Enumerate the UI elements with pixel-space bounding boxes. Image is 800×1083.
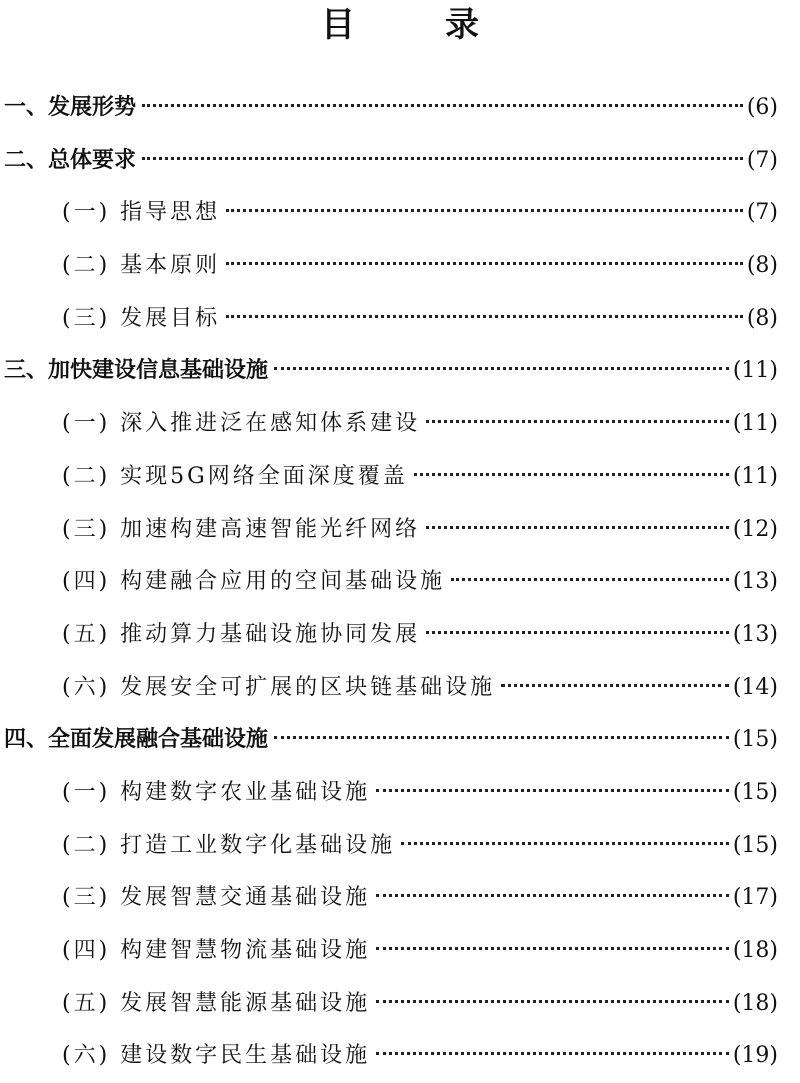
toc-page-number: (14) [732, 674, 778, 700]
toc-subsection-3-5[interactable] [0, 609, 800, 662]
toc-page-number: (11) [732, 358, 778, 384]
dot-leader [142, 104, 743, 107]
toc-entry-label: (六) 建设数字民生基础设施 [62, 1043, 371, 1069]
toc-page-number: (19) [732, 1043, 778, 1069]
toc-entry-label: (五) 推动算力基础设施协同发展 [62, 621, 421, 647]
toc-entry-label: (一) 指导思想 [62, 200, 221, 226]
toc-entry-label: (五) 发展智慧能源基础设施 [62, 990, 371, 1016]
dot-leader [376, 1000, 729, 1003]
toc-subsection-3-6[interactable] [0, 662, 800, 715]
toc-section-4[interactable] [0, 714, 800, 767]
dot-leader [426, 526, 729, 529]
toc-page-number: (18) [732, 938, 778, 963]
dot-leader [226, 262, 743, 265]
toc-entry-label: (六) 发展安全可扩展的区块链基础设施 [62, 674, 496, 700]
toc-entry-label: (一) 深入推进泛在感知体系建设 [62, 411, 421, 437]
dot-leader [501, 684, 729, 687]
dot-leader [426, 420, 729, 423]
page-title: 目 录 [321, 5, 507, 45]
toc-page-number: (15) [732, 727, 778, 753]
toc-subsection-4-1[interactable] [0, 767, 800, 820]
toc-page-number: (7) [746, 147, 778, 173]
toc-subsection-4-6[interactable] [0, 1030, 800, 1083]
toc-page-number: (13) [732, 569, 778, 595]
toc-page-number: (11) [732, 411, 778, 437]
toc-entry-label: 一、发展形势 [4, 95, 137, 120]
toc-subsection-3-3[interactable] [0, 504, 800, 557]
dot-leader [376, 789, 729, 792]
toc-entry-label: (四) 构建智慧物流基础设施 [62, 938, 371, 963]
toc-page-number: (6) [746, 95, 778, 120]
toc-entry-label: 三、加快建设信息基础设施 [4, 358, 269, 384]
toc-page-number: (11) [732, 463, 778, 489]
dot-leader [226, 209, 743, 212]
toc-subsection-3-2[interactable] [0, 451, 800, 504]
toc-page-number: (13) [732, 621, 778, 647]
toc-subsection-2-2[interactable] [0, 240, 800, 293]
toc-entry-label: (三) 发展目标 [62, 305, 221, 331]
dot-leader [274, 736, 729, 739]
toc-page-number: (15) [732, 832, 778, 858]
toc-page-number: (18) [732, 990, 778, 1016]
dot-leader [274, 367, 729, 370]
dot-leader [401, 842, 729, 845]
toc-page-number: (12) [732, 516, 778, 542]
toc-page-number: (7) [746, 200, 778, 226]
toc-subsection-3-1[interactable] [0, 398, 800, 451]
toc-section-1[interactable] [0, 82, 800, 135]
toc-subsection-2-1[interactable] [0, 187, 800, 240]
toc-entry-label: (一) 构建数字农业基础设施 [62, 779, 371, 805]
toc-entry-label: (三) 发展智慧交通基础设施 [62, 885, 371, 911]
toc-section-3[interactable] [0, 345, 800, 398]
toc-entry-label: (三) 加速构建高速智能光纤网络 [62, 516, 421, 542]
dot-leader [226, 315, 743, 318]
toc-subsection-4-3[interactable] [0, 872, 800, 925]
toc-entry-label: (四) 构建融合应用的空间基础设施 [62, 569, 446, 595]
toc-subsection-4-2[interactable] [0, 820, 800, 873]
toc-subsection-3-4[interactable] [0, 556, 800, 609]
toc-entry-label: 四、全面发展融合基础设施 [4, 727, 269, 753]
dot-leader [376, 1052, 729, 1055]
toc-page-number: (17) [732, 885, 778, 911]
dot-leader [451, 578, 729, 581]
toc-subsection-4-4[interactable] [0, 925, 800, 978]
toc-page-number: (15) [732, 779, 778, 805]
toc-page-number: (8) [746, 305, 778, 331]
dot-leader [376, 947, 729, 950]
toc-subsection-4-5[interactable] [0, 978, 800, 1031]
dot-leader [426, 631, 729, 634]
toc-entry-label: 二、总体要求 [4, 147, 137, 173]
toc-entry-label: (二) 打造工业数字化基础设施 [62, 832, 396, 858]
dot-leader [376, 894, 729, 897]
dot-leader [142, 157, 743, 160]
dot-leader [414, 473, 729, 476]
toc-entry-label: (二) 实现5G网络全面深度覆盖 [62, 463, 408, 489]
toc-entry-label: (二) 基本原则 [62, 253, 221, 279]
table-of-contents [0, 82, 800, 1083]
toc-subsection-2-3[interactable] [0, 293, 800, 346]
toc-page-number: (8) [746, 253, 778, 279]
toc-section-2[interactable] [0, 135, 800, 188]
